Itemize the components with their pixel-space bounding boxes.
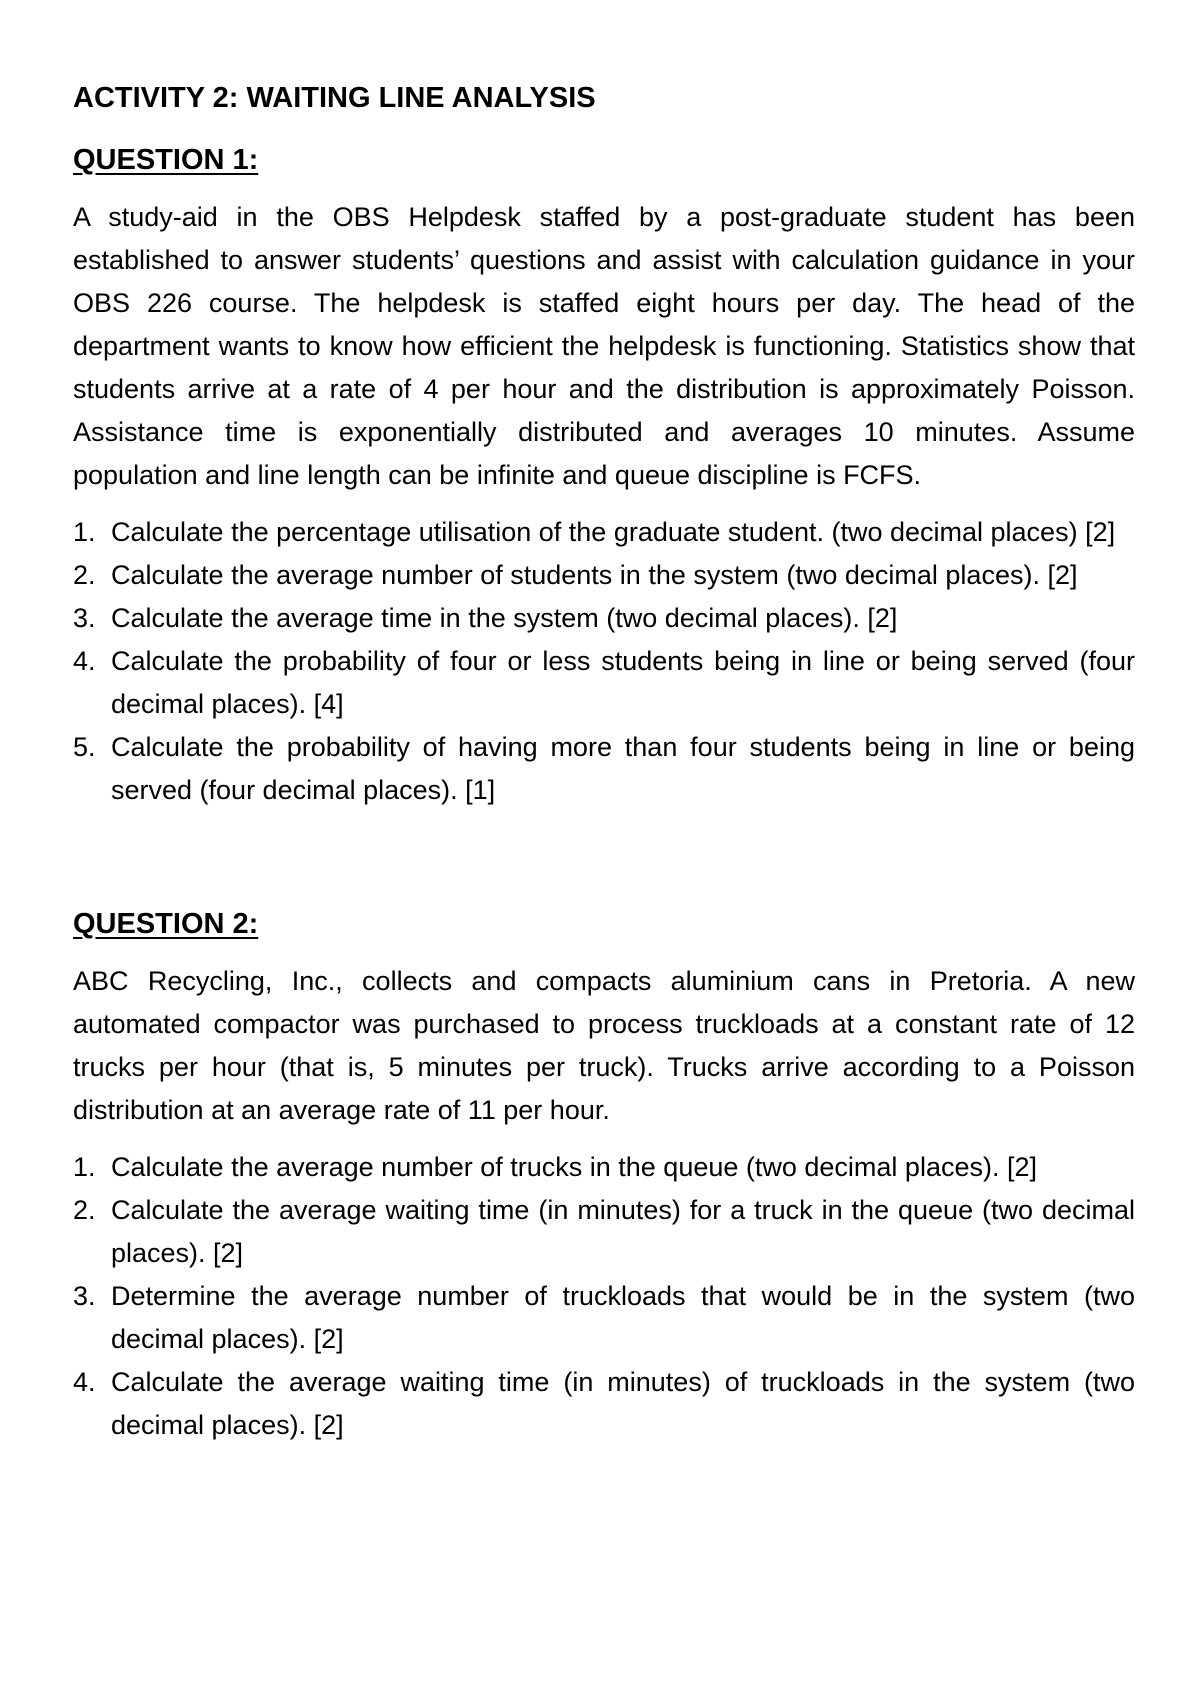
item-text: Calculate the average time in the system (two decimal places). [2]	[111, 603, 898, 633]
item-text: Calculate the average number of trucks in the queue (two decimal places). [2]	[111, 1152, 1037, 1182]
question-1-item	[73, 726, 1135, 812]
question-2-list	[73, 1146, 1135, 1447]
question-1-item	[73, 597, 1135, 640]
item-number: 5.	[73, 732, 96, 762]
question-1-list	[73, 511, 1135, 812]
question-1-body: A study-aid in the OBS Helpdesk staffed by a post-graduate student has been established to answer students’ questions and assist with calculation guidance in your OBS 226 course. The helpdesk is staffed eight hours per day. The head of the department wants to know how efficient the helpdesk is functioning. Statistics show that students arrive at a rate of 4 per hour and the distribution is approximately Poisson. Assistance time is exponentially distributed and averages 10 minutes. Assume population and line length can be infinite and queue discipline is FCFS.	[73, 202, 1135, 490]
question-2-item	[73, 1146, 1135, 1189]
question-2-item	[73, 1189, 1135, 1275]
document-page	[73, 70, 1135, 1447]
item-number: 3.	[73, 1281, 96, 1311]
question-2-section	[73, 904, 1135, 1447]
question-2-item	[73, 1275, 1135, 1361]
item-number: 3.	[73, 603, 96, 633]
question-1-item	[73, 511, 1135, 554]
question-2-heading: QUESTION 2:	[73, 908, 259, 940]
item-text: Calculate the average waiting time (in minutes) of truckloads in the system (two decimal places). [2]	[111, 1367, 1135, 1440]
item-text: Calculate the probability of four or less students being in line or being served (four decimal places). [4]	[111, 646, 1135, 719]
item-number: 2.	[73, 560, 96, 590]
item-number: 4.	[73, 646, 96, 676]
item-number: 2.	[73, 1195, 96, 1225]
item-text: Calculate the average waiting time (in minutes) for a truck in the queue (two decimal places). [2]	[111, 1195, 1135, 1268]
item-number: 4.	[73, 1367, 96, 1397]
item-text: Determine the average number of truckloads that would be in the system (two decimal places). [2]	[111, 1281, 1135, 1354]
item-number: 1.	[73, 1152, 96, 1182]
question-1-item	[73, 640, 1135, 726]
question-1-item	[73, 554, 1135, 597]
question-1-heading: QUESTION 1:	[73, 144, 259, 176]
question-2-item	[73, 1361, 1135, 1447]
item-text: Calculate the percentage utilisation of the graduate student. (two decimal places) [2]	[111, 517, 1116, 547]
question-1-section	[73, 140, 1135, 812]
item-number: 1.	[73, 517, 96, 547]
question-2-body: ABC Recycling, Inc., collects and compacts aluminium cans in Pretoria. A new automated compactor was purchased to process truckloads at a constant rate of 12 trucks per hour (that is, 5 minutes per truck). Trucks arrive according to a Poisson distribution at an average rate of 11 per hour.	[73, 966, 1135, 1125]
item-text: Calculate the probability of having more than four students being in line or being served (four decimal places). [1]	[111, 732, 1135, 805]
item-text: Calculate the average number of students in the system (two decimal places). [2]	[111, 560, 1078, 590]
document-title: ACTIVITY 2: WAITING LINE ANALYSIS	[73, 82, 596, 114]
